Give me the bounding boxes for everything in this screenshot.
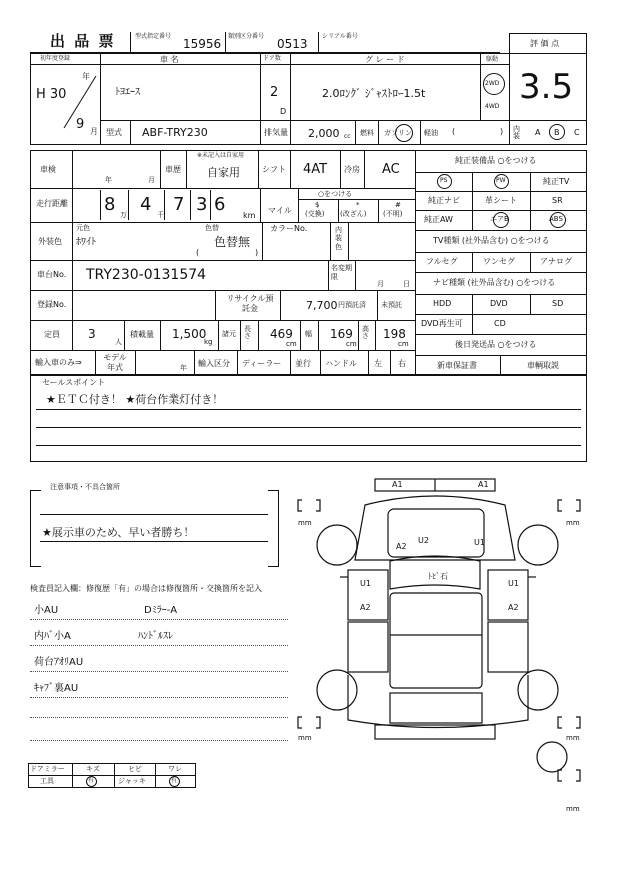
inspector-line-1b: Dﾐﾗｰ-A [144,605,178,616]
diagram-u1-right: U1 [508,579,519,588]
inspector-line-4a: ｷｬﾌﾞ裏AU [34,683,79,694]
equip-pw: PW [496,177,506,184]
model-year-unit: 年 [180,364,187,372]
mark-note: ○をつける [318,190,353,198]
grade-label: グ レ ー ド [365,55,405,64]
fuel-paren-open: ( [452,127,456,136]
equip-airbag: エアB [490,215,509,223]
exchange-sub: (交換) [305,210,325,218]
interior-b: B [554,128,560,137]
fuel-label: 燃料 [360,129,374,137]
exchange-label: $ [315,201,320,209]
displacement-unit: cc [344,133,351,140]
notes-text: ★展示車のため、早い者勝ち！ [42,526,195,539]
doors-value: 2 [270,85,279,100]
fuel-gasoline-circle [395,124,413,142]
diagram-a1-right: A1 [478,480,489,489]
original-color-label: 元色 [76,224,90,232]
capacity-label: 定員 [44,330,60,339]
serial-label: シリアル番号 [322,33,358,40]
diagram-u1-left: U1 [360,579,371,588]
chassis-label: 車台No. [37,270,67,279]
mileage-man: 万 [120,211,127,219]
import-label: 輸入車のみ⇒ [35,358,82,367]
name-change-label: 名変期限 [331,264,352,282]
history-note: ※未記入は自家用 [197,152,245,159]
mileage-unit: km [243,211,256,220]
ac-label: 冷房 [344,165,360,174]
tv-oneseg: ワンセグ [483,257,515,266]
diagram-windshield: ﾄﾋﾞ石 [428,572,448,581]
notes-bracket [30,490,41,567]
mileage-sen: 千 [157,211,164,219]
equip-navi: 純正ナビ [428,196,460,205]
dvd-playback: DVD再生可 [421,319,463,328]
inspector-line-2a: 内ﾊﾞ小A [34,631,71,642]
diagram-mm-5: mm [566,805,580,813]
doors-label: ドア数 [263,55,281,62]
recycle-value: 7,700 [306,299,338,312]
tv-analog: アナログ [540,257,572,266]
legend-jack-value: 有 [171,777,178,784]
first-reg-label: 初年度登録 [40,55,71,62]
later-manual: 車輌取説 [527,361,559,370]
inspection-year-unit: 年 [105,176,112,184]
inspector-line-3a: 荷台ｱｵﾘAU [34,657,84,668]
reg-no-label: 登録No. [37,300,67,309]
sales-text: ★ＥＴＣ付き！ ★荷台作業灯付き！ [46,393,224,406]
model-year-label: モデル年式 [103,353,127,372]
legend-crack: ヒビ [128,765,142,773]
notes-label: 注意事項・不具合箇所 [50,483,120,491]
left-label: 左 [374,359,382,368]
equip-aw: 純正AW [424,215,453,224]
color-change-label: 色替 [205,224,219,232]
legend-tool: 工具 [40,777,54,785]
inspector-label: 検査員記入欄：修復歴「有」の場合は修復箇所・交換箇所を記入 [30,584,262,593]
diagram-mm-3: mm [298,734,312,742]
first-reg-month-unit: 月 [90,127,98,136]
mileage-digit-5: 6 [214,194,226,215]
class-label: 類別区分番号 [228,33,265,40]
height-value: 198 [383,327,406,341]
later-warranty: 新車保証書 [437,361,477,370]
diagram-mm-4: mm [566,734,580,742]
tv-title: TV種類 (社外品含む) ○をつける [433,236,550,245]
length-label: 長さ [244,325,251,340]
displacement-value: 2,000 [308,127,340,140]
name-change-day: 日 [403,280,410,288]
mileage-digit-1: 8 [104,194,116,215]
ac-value: AC [382,162,400,177]
width-unit: cm [346,340,357,348]
sales-label: セールスポイント [42,378,106,387]
length-unit: cm [286,340,297,348]
first-reg-era: H 30 [36,87,67,102]
navi-dvd: DVD [490,299,508,308]
diagram-a2-left: A2 [360,603,371,612]
model-type-label: 型式 [106,128,122,137]
capacity-value: 3 [88,327,96,341]
import-class-label: 輸入区分 [198,359,230,368]
score-label: 評 価 点 [530,39,560,48]
fuel-gasoline: ガソリン [384,129,412,137]
diagram-mm-1: mm [298,519,312,527]
height-unit: cm [398,340,409,348]
legend-jack: ジャッキ [118,777,146,785]
mileage-digit-4: 3 [196,194,208,215]
inspection-month-unit: 月 [148,176,155,184]
grade-value: 2.0ﾛﾝｸﾞ ｼﾞｬｽﾄﾛｰ1.5t [322,87,426,100]
interior-a: A [535,128,541,137]
equip-ps: PS [440,177,448,184]
exterior-label: 外装色 [38,237,62,246]
vehicle-name: ﾄﾖｴｰｽ [115,87,140,98]
equip-sr: SR [552,196,563,205]
navi-title: ナビ種類 (社外品含む) ○をつける [433,278,556,287]
drive-4wd: 4WD [485,103,500,110]
diagram-a2-top: A2 [396,542,407,551]
parallel-label: 並行 [295,359,311,368]
history-value: 自家用 [207,166,240,179]
first-reg-month: 9 [76,117,85,132]
vehicle-name-label: 車 名 [160,55,179,64]
unknown-label: # [395,201,401,209]
score-value: 3.5 [519,67,574,107]
color-paren-close: ) [255,248,259,257]
equip-abs: ABS [549,215,563,223]
fuel-light-oil: 軽油 [424,129,438,137]
legend-mirror: ドアミラー [30,765,65,773]
handle-label: ハンドル [325,359,357,368]
shift-value: 4AT [303,162,328,177]
diagram-mm-2: mm [566,519,580,527]
mileage-digit-2: 4 [140,194,152,215]
diagram-u2: U2 [418,536,429,545]
mileage-label: 走行距離 [36,199,68,208]
equip-leather: 革シート [485,196,517,205]
width-value: 169 [330,327,353,341]
navi-hdd: HDD [433,299,452,308]
dims-label: 諸元 [222,330,236,338]
width-label: 幅 [305,330,312,338]
tampered-sub: (改ざん) [340,210,367,218]
tampered-label: * [356,201,360,209]
model-cert-value: 15956 [183,37,222,51]
model-cert-label: 型式指定番号 [135,33,172,40]
legend-break: ワレ [168,765,182,773]
doors-suffix: D [280,107,287,116]
diagram-a1-left: A1 [392,480,403,489]
load-label: 積載量 [130,330,154,339]
name-change-month: 月 [377,280,384,288]
color-code-label: カラーNo. [270,224,308,233]
car-diagram [290,465,590,810]
notes-bracket-right [268,490,279,567]
model-type-value: ABF-TRY230 [142,126,208,139]
unknown-sub: (不明) [383,210,403,218]
equip-tv: 純正TV [543,177,570,186]
inspector-line-1a: 小AU [34,605,59,616]
interior-color-label: 内装色 [335,226,342,251]
original-color-value: ﾎﾜｲﾄ [76,237,96,248]
drive-2wd: 2WD [485,80,500,87]
tv-fullseg: フルセグ [426,257,458,266]
color-change-value: 色替無 [214,235,251,249]
drive-label: 駆動 [486,56,499,63]
diagram-u1-top: U1 [474,538,485,547]
inspection-label: 車検 [40,165,56,174]
recycle-label: リサイクル預託金 [226,294,274,313]
color-paren-open: ( [196,248,200,257]
class-value: 0513 [277,37,308,51]
equipment-title: 純正装備品 ○をつける [455,156,537,165]
navi-sd: SD [552,299,564,308]
cd: CD [494,319,506,328]
interior-c: C [574,128,580,137]
length-value: 469 [270,327,293,341]
mile-label: マイル [268,206,292,215]
chassis-value: TRY230-0131574 [86,267,207,283]
history-label: 車歴 [165,165,181,174]
shift-label: シフト [262,165,286,174]
recycle-unpaid: 未預託 [381,301,402,309]
interior-label: 内装 [513,125,520,140]
diagram-a2-right: A2 [508,603,519,612]
page-title: 出 品 票 [50,32,116,50]
capacity-unit: 人 [115,338,122,346]
mileage-digit-3: 7 [173,194,185,215]
later-title: 後日発送品 ○をつける [455,340,537,349]
first-reg-year-unit: 年 [82,72,90,81]
legend-scratch: キズ [86,765,100,773]
height-label: 高さ [362,325,369,340]
recycle-paid: 円預託済 [338,301,366,309]
right-label: 右 [398,359,406,368]
displacement-label: 排気量 [264,128,288,137]
legend-tool-value: 有 [88,777,95,784]
load-unit: kg [204,338,213,346]
load-value: 1,500 [172,327,207,341]
sales-box [30,375,587,462]
fuel-paren-close: ) [500,127,504,136]
inspector-line-2b: ﾊﾝﾄﾞﾙｽﾚ [138,631,173,642]
dealer-label: ディーラー [242,359,282,368]
